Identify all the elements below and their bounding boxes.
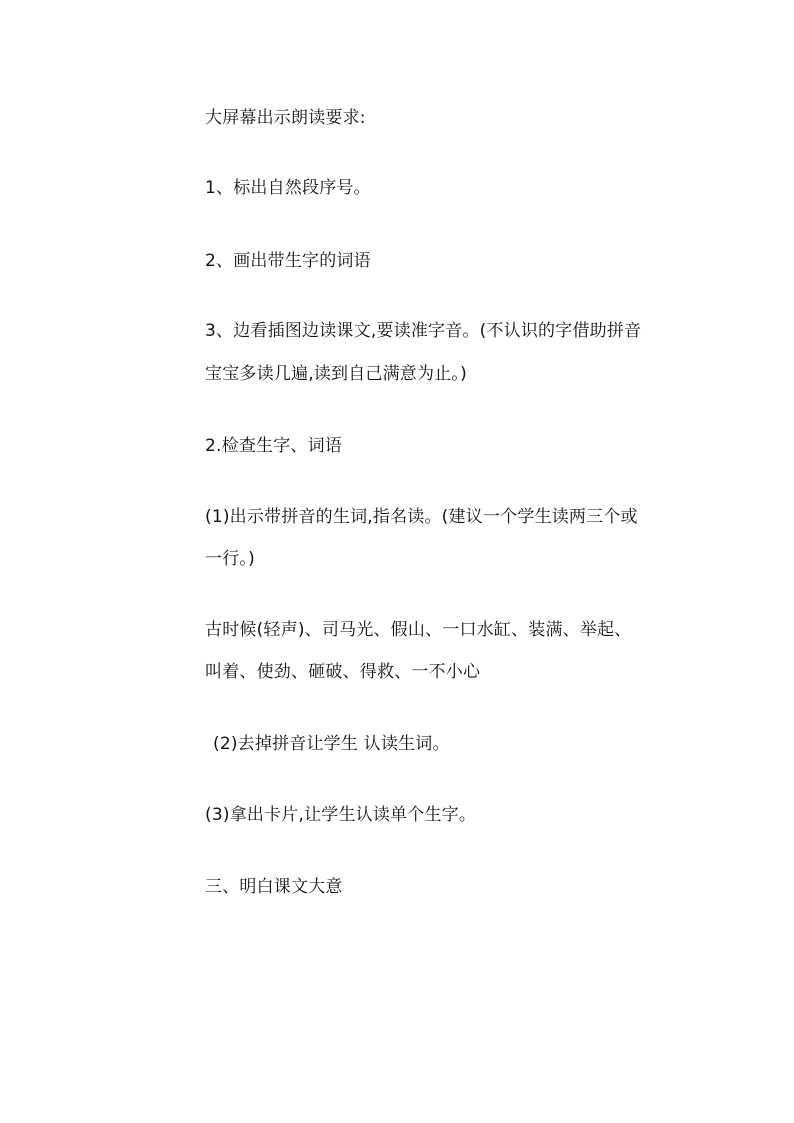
requirement-3-line-2: 宝宝多读几遍,读到自己满意为止。)	[205, 364, 467, 384]
step-1-line-1: (1)出示带拼音的生词,指名读。(建议一个学生读两三个或	[205, 507, 638, 527]
section-three-heading: 三、明白课文大意	[205, 877, 343, 897]
step-3: (3)拿出卡片,让学生认读单个生字。	[205, 805, 477, 825]
step-2: (2)去掉拼音让学生 认读生词。	[213, 734, 450, 754]
step-1-line-2: 一行。)	[205, 549, 255, 569]
reading-requirements-heading: 大屏幕出示朗读要求:	[205, 108, 366, 128]
vocabulary-line-1: 古时候(轻声)、司马光、假山、一口水缸、装满、举起、	[205, 620, 632, 640]
requirement-3-line-1: 3、边看插图边读课文,要读准字音。(不认识的字借助拼音	[205, 321, 642, 341]
requirement-2: 2、画出带生字的词语	[205, 251, 371, 271]
check-words-heading: 2.检查生字、词语	[205, 436, 343, 456]
requirement-1: 1、标出自然段序号。	[205, 178, 371, 198]
vocabulary-line-2: 叫着、使劲、砸破、得救、一不小心	[205, 662, 481, 682]
